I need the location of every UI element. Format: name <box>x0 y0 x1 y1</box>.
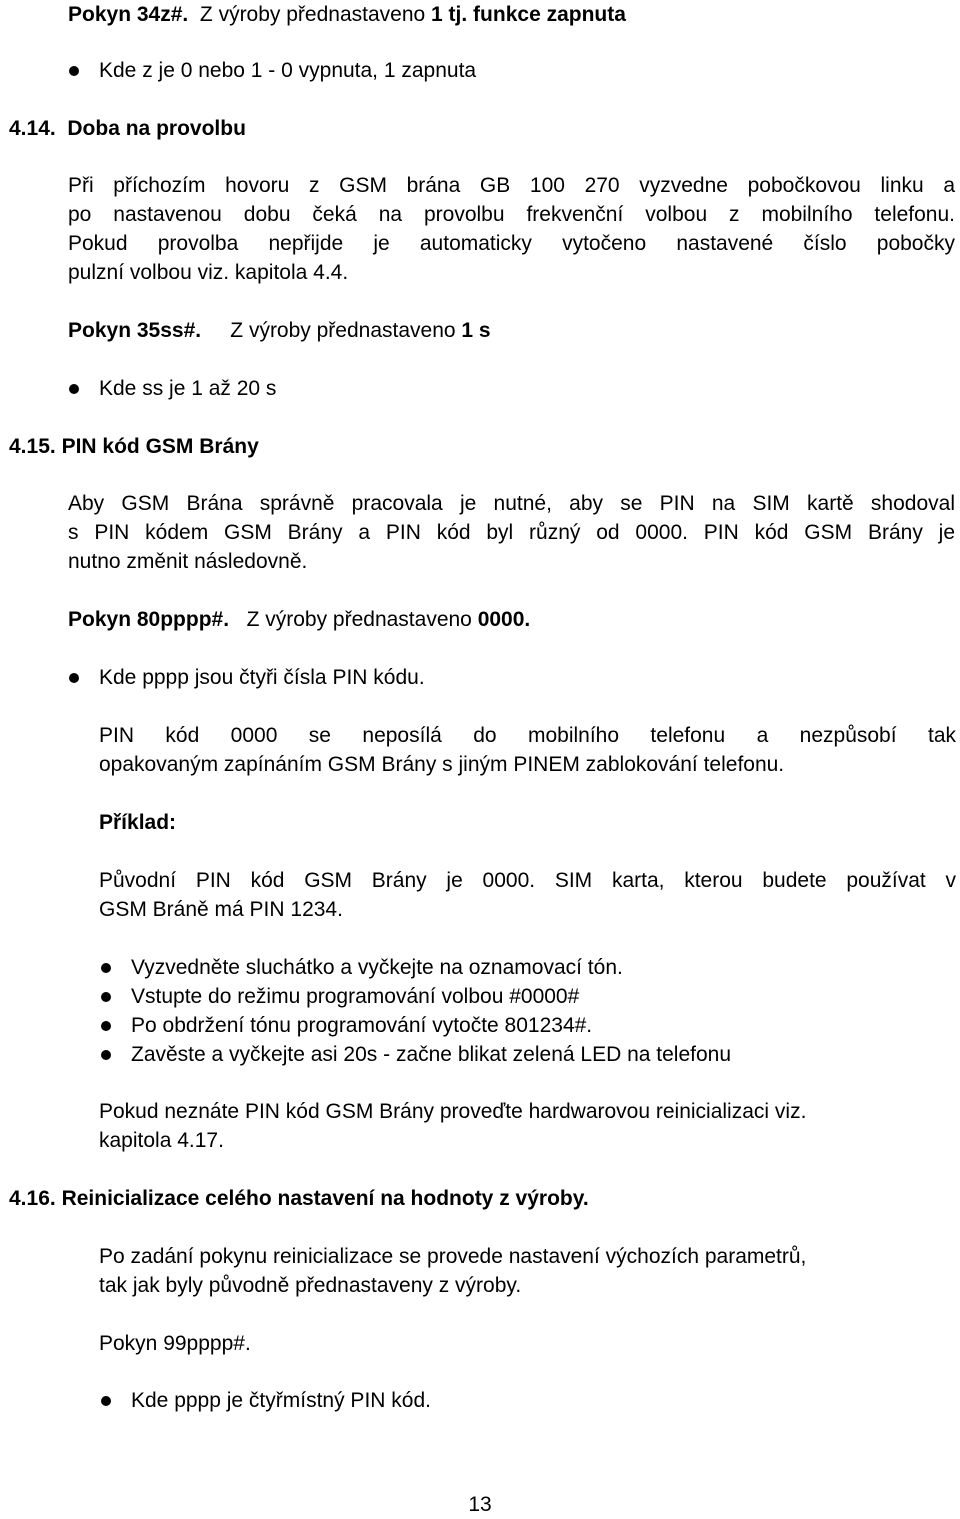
bullet-icon <box>101 963 111 973</box>
command-code: Pokyn 80pppp#. <box>68 608 230 631</box>
command-code: Pokyn 34z#. <box>68 3 189 26</box>
section-title: Doba na provolbu <box>67 117 246 140</box>
paragraph-line: kapitola 4.17. <box>99 1129 224 1152</box>
paragraph-line: opakovaným zapínáním GSM Brány s jiným PINEM zablokování telefonu. <box>99 753 785 776</box>
default-label: Z výroby přednastaveno <box>246 608 472 631</box>
paragraph-line: s PIN kódem GSM Brány a PIN kód byl různý od 0000. PIN kód GSM Brány je <box>68 521 955 544</box>
page-number: 13 <box>468 1493 492 1516</box>
command-35 <box>68 316 491 345</box>
step-item: Zavěste a vyčkejte asi 20s - začne blikat zelená LED na telefonu <box>131 1043 731 1066</box>
paragraph-line: Při příchozím hovoru z GSM brána GB 100 270 vyzvedne pobočkovou linku a <box>68 174 955 197</box>
section-number: 4.16. <box>9 1187 56 1210</box>
default-label: Z výroby přednastaveno <box>230 319 456 342</box>
step-item: Vyzvedněte sluchátko a vyčkejte na oznamovací tón. <box>131 956 623 979</box>
default-value: 1 s <box>461 319 491 342</box>
section-number: 4.15. <box>9 435 56 458</box>
paragraph-line: pulzní volbou viz. kapitola 4.4. <box>68 261 349 284</box>
bullet-text: Kde pppp je čtyřmístný PIN kód. <box>131 1389 431 1412</box>
bullet-icon <box>101 1050 111 1060</box>
bullet-text: Kde pppp jsou čtyři čísla PIN kódu. <box>99 666 425 689</box>
bullet-icon <box>101 1396 111 1406</box>
bullet-text: Kde ss je 1 až 20 s <box>99 377 277 400</box>
paragraph-line: Aby GSM Brána správně pracovala je nutné, aby se PIN na SIM kartě shodoval <box>68 492 955 515</box>
bullet-icon <box>69 66 79 76</box>
paragraph-line: PIN kód 0000 se neposílá do mobilního telefonu a nezpůsobí tak <box>99 724 956 747</box>
section-heading-4-14 <box>9 114 246 143</box>
bullet-icon <box>101 992 111 1002</box>
step-item: Vstupte do režimu programování volbou #0000# <box>131 985 580 1008</box>
command-code: Pokyn 35ss#. <box>68 319 202 342</box>
paragraph-line: nutno změnit následovně. <box>68 550 308 573</box>
section-number: 4.14. <box>9 117 56 140</box>
command-80 <box>68 605 530 634</box>
paragraph-line: po nastavenou dobu čeká na provolbu frekvenční volbou z mobilního telefonu. <box>68 203 955 226</box>
command-99: Pokyn 99pppp#. <box>99 1332 251 1355</box>
example-label: Příklad: <box>99 811 177 834</box>
bullet-icon <box>69 673 79 683</box>
section-heading-4-16 <box>9 1184 589 1213</box>
bullet-icon <box>69 384 79 394</box>
section-heading-4-15 <box>9 432 259 461</box>
paragraph-line: GSM Bráně má PIN 1234. <box>99 898 343 921</box>
paragraph-line: Pokud neznáte PIN kód GSM Brány proveďte hardwarovou reinicializaci viz. <box>99 1100 807 1123</box>
step-item: Po obdržení tónu programování vytočte 801234#. <box>131 1014 593 1037</box>
paragraph-line: Po zadání pokynu reinicializace se provede nastavení výchozích parametrů, <box>99 1245 807 1268</box>
default-label: Z výroby přednastaveno <box>199 3 426 26</box>
paragraph-line: tak jak byly původně přednastaveny z výroby. <box>99 1274 522 1297</box>
default-value: 1 tj. funkce zapnuta <box>431 3 626 26</box>
command-34 <box>68 0 626 29</box>
section-title: Reinicializace celého nastavení na hodnoty z výroby. <box>61 1187 589 1210</box>
paragraph-line: Pokud provolba nepřijde je automaticky vytočeno nastavené číslo pobočky <box>68 232 955 255</box>
bullet-icon <box>101 1021 111 1031</box>
default-value: 0000. <box>477 608 531 631</box>
paragraph-line: Původní PIN kód GSM Brány je 0000. SIM karta, kterou budete používat v <box>99 869 956 892</box>
bullet-text: Kde z je 0 nebo 1 - 0 vypnuta, 1 zapnuta <box>99 59 477 82</box>
section-title: PIN kód GSM Brány <box>61 435 259 458</box>
